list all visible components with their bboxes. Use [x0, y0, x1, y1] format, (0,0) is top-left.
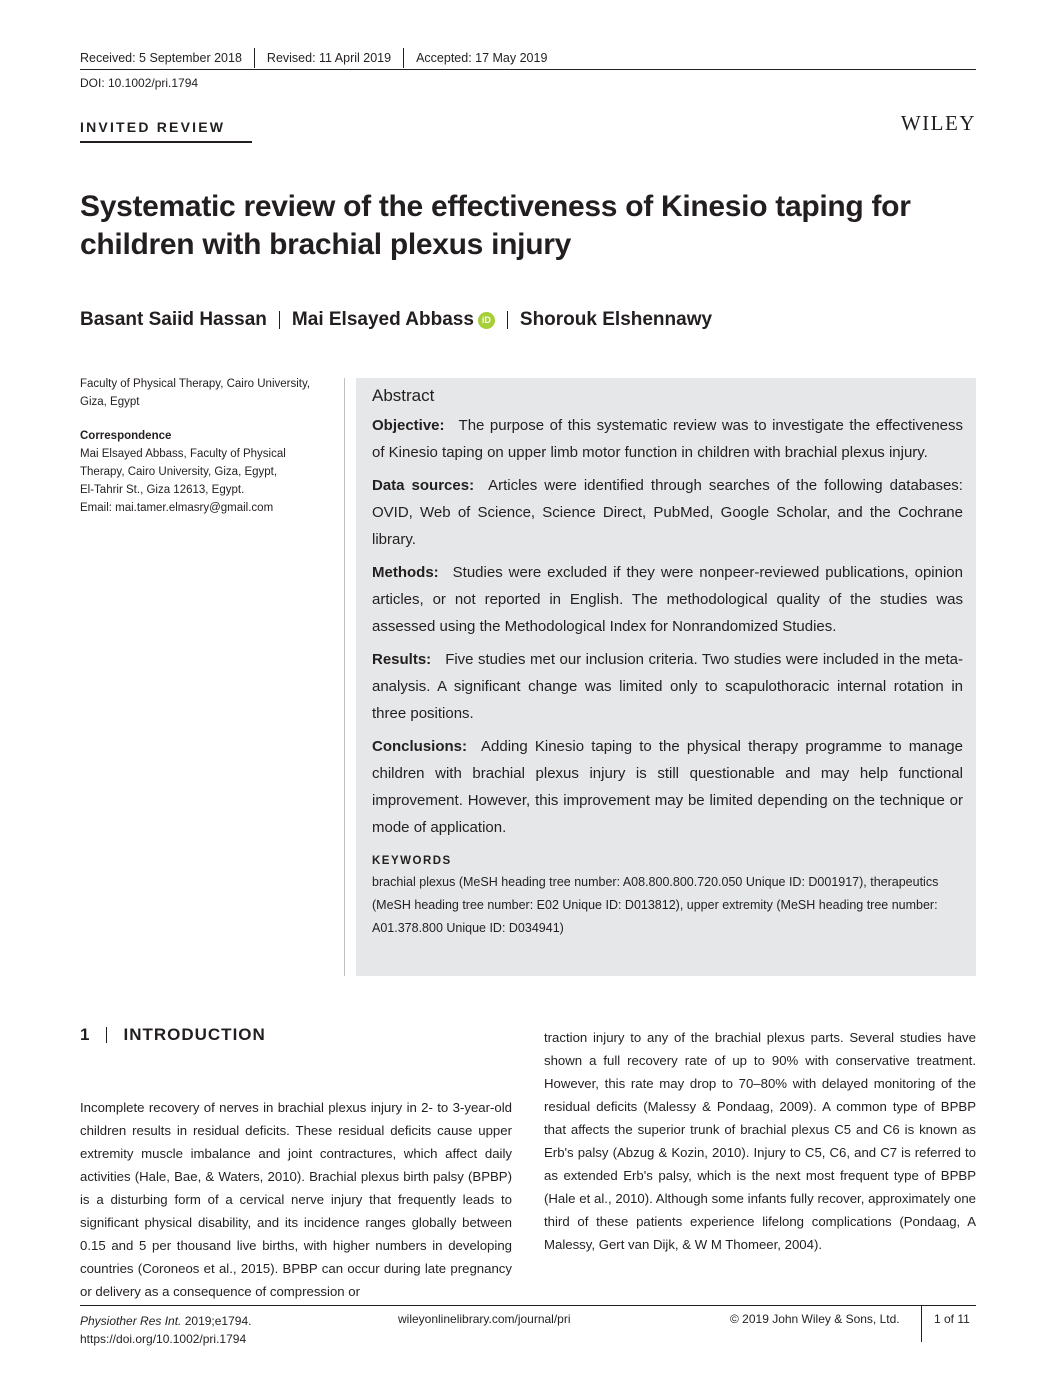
- objective-text: The purpose of this systematic review was to investigate the effectiveness of Kinesio taping on upper limb motor function in children with brachial plexus injury.: [372, 417, 963, 461]
- correspondence-line: Therapy, Cairo University, Giza, Egypt,: [80, 466, 278, 478]
- objective-label: Objective:: [372, 417, 445, 434]
- accepted-date: Accepted: 17 May 2019: [416, 51, 548, 65]
- body-text-right-column: traction injury to any of the brachial plexus parts. Several studies have shown a full recovery rate of up to 90% with conservative treatment. However, this rate may drop to 70–80% with delayed monitoring of the residual deficits (Malessy & Pondaag, 2009). A common type of BPBP that affects the superior trunk of brachial plexus C5 and C6 is known as Erb's palsy (Abzug & Kozin, 2010). Injury to C5, C6, and C7 is referred to as extended Erb's palsy, which is the next most frequent type of BPBP (Hale et al., 2010). Although some infants fully recover, approximately one third of these patients experience lifelong complications (Pondaag, A Malessy, Gert van Dijk, & W M Thomeer, 2004).: [544, 1030, 976, 1252]
- correspondence-heading: Correspondence: [80, 430, 172, 442]
- affiliation-line: Giza, Egypt: [80, 396, 140, 408]
- conclusions-text: Adding Kinesio taping to the physical therapy programme to manage children with brachial plexus injury is still questionable and may help functional improvement. However, this improvement may be limited depending on the technique or mode of application.: [372, 738, 963, 836]
- divider: [403, 48, 404, 68]
- author-name: Mai Elsayed Abbass: [291, 309, 474, 330]
- abstract-box: [356, 378, 976, 976]
- author-list: [80, 309, 712, 331]
- author-name: Basant Saiid Hassan: [80, 309, 267, 330]
- header-rule: [80, 69, 976, 70]
- doi-link[interactable]: https://doi.org/10.1002/pri.1794: [80, 1332, 247, 1346]
- data-sources-text: Articles were identified through searches of the following databases: OVID, Web of Science, Science Direct, PubMed, Google Scholar, and the Cochrane library.: [372, 477, 963, 548]
- data-sources-label: Data sources:: [372, 477, 475, 494]
- section-label-underline: [80, 141, 252, 143]
- divider: [106, 1027, 107, 1043]
- correspondence-email[interactable]: Email: mai.tamer.elmasry@gmail.com: [80, 502, 274, 514]
- revised-date: Revised: 11 April 2019: [266, 51, 392, 65]
- divider: [921, 1306, 922, 1342]
- author-name: Shorouk Elshennawy: [519, 309, 713, 330]
- abstract-heading: Abstract: [372, 386, 435, 405]
- affiliation-block: [80, 375, 335, 517]
- keywords-text: brachial plexus (MeSH heading tree number: A08.800.800.720.050 Unique ID: D001917), therapeutics (MeSH heading tree number: E02 Unique ID: D013812), upper extremity (MeSH heading tree number: A01.378.800 Unique ID: D034941): [372, 875, 939, 935]
- doi: DOI: 10.1002/pri.1794: [80, 76, 199, 90]
- abstract-results: [372, 646, 963, 727]
- abstract-data-sources: [372, 472, 963, 553]
- citation-info: 2019;e1794.: [181, 1314, 252, 1328]
- section-number: 1: [80, 1025, 91, 1044]
- divider: [254, 48, 255, 68]
- article-dates: [80, 48, 547, 68]
- correspondence-line: El-Tahrir St., Giza 12613, Egypt.: [80, 484, 245, 496]
- methods-text: Studies were excluded if they were nonpeer‐reviewed publications, opinion articles, or not reported in English. The methodological quality of the studies was assessed using the Methodological Index for Nonrandomized Studies.: [372, 564, 963, 635]
- footer-citation: [80, 1312, 251, 1348]
- orcid-icon[interactable]: iD: [478, 312, 495, 329]
- results-text: Five studies met our inclusion criteria. Two studies were included in the meta‐analysis. A significant change was limited only to scapulothoracic internal rotation in three positions.: [372, 651, 963, 722]
- section-label: INVITED REVIEW: [80, 119, 226, 135]
- journal-site-link[interactable]: wileyonlinelibrary.com/journal/pri: [398, 1312, 571, 1326]
- correspondence-line: Mai Elsayed Abbass, Faculty of Physical: [80, 448, 286, 460]
- results-label: Results:: [372, 651, 432, 668]
- received-date: Received: 5 September 2018: [80, 51, 242, 65]
- column-divider: [344, 378, 345, 976]
- footer-rule: [80, 1305, 976, 1306]
- page-number: 1 of 11: [934, 1312, 970, 1326]
- affiliation-line: Faculty of Physical Therapy, Cairo University,: [80, 378, 311, 390]
- abstract-conclusions: [372, 733, 963, 841]
- copyright: © 2019 John Wiley & Sons, Ltd.: [730, 1312, 900, 1326]
- section-heading: [80, 1025, 266, 1045]
- publisher-logo: WILEY: [900, 111, 976, 135]
- divider: [507, 311, 508, 329]
- body-text-left-column: Incomplete recovery of nerves in brachial plexus injury in 2‐ to 3‐year‐old children results in residual deficits. These residual deficits cause upper extremity muscle imbalance and joint contractures, which affect daily activities (Hale, Bae, & Waters, 2010). Brachial plexus birth palsy (BPBP) is a disturbing form of a cervical nerve injury that frequently leads to significant physical disability, and its incidence ranges globally between 0.15 and 5 per thousand live births, with higher numbers in developing countries (Coroneos et al., 2015). BPBP can occur during late pregnancy or delivery as a consequence of compression or: [80, 1100, 512, 1299]
- abstract-methods: [372, 559, 963, 640]
- abstract-objective: [372, 412, 963, 466]
- keywords-heading: KEYWORDS: [372, 855, 452, 867]
- conclusions-label: Conclusions:: [372, 738, 468, 755]
- divider: [279, 311, 280, 329]
- section-title: INTRODUCTION: [123, 1025, 266, 1044]
- article-title: Systematic review of the effectiveness of Kinesio taping for children with brachial plexus injury: [80, 190, 911, 261]
- journal-name: Physiother Res Int.: [80, 1314, 182, 1328]
- methods-label: Methods:: [372, 564, 439, 581]
